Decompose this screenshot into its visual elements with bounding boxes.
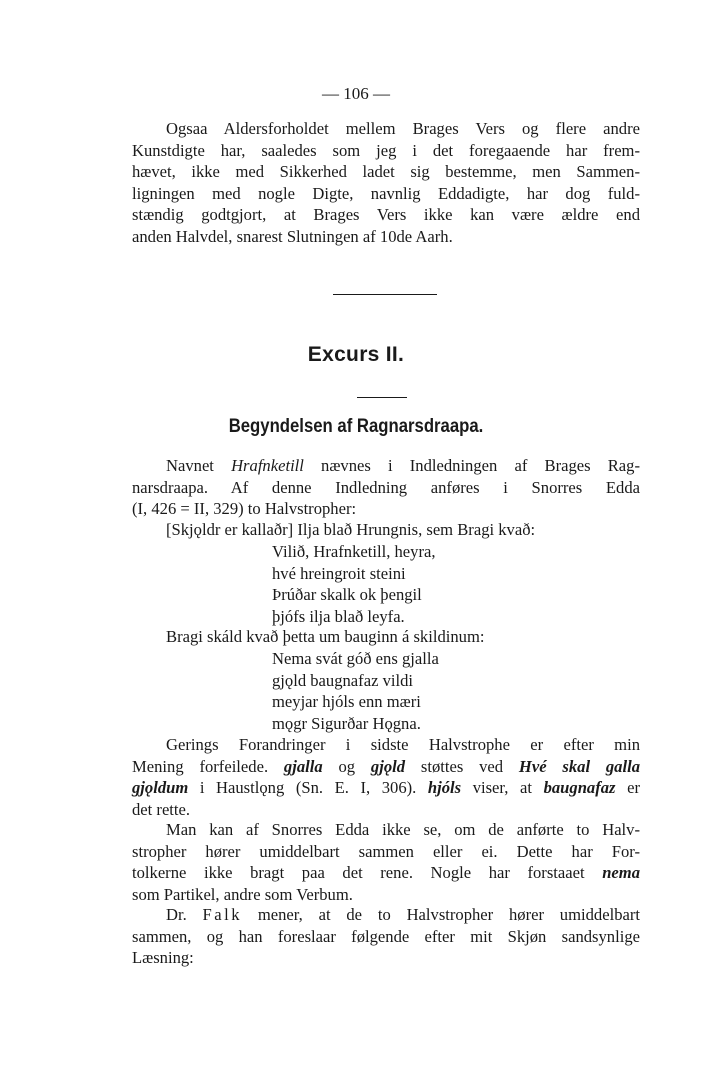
text-line: sammen, og han foreslaar følgende efter mit Skjøn sandsynlige: [132, 926, 640, 946]
verse-line: meyjar hjóls enn mæri: [272, 692, 421, 711]
text-run: og: [322, 756, 371, 776]
section-heading: Excurs II.: [307, 343, 405, 366]
text-line: hævet, ikke med Sikkerhed ladet sig bestemme, men Sammen-: [132, 162, 640, 181]
verse-line: þjófs ilja blað leyfa.: [272, 606, 405, 626]
text-run: i Haustlǫng (Sn. E. I, 306).: [188, 778, 428, 797]
text-run: Navnet: [166, 456, 232, 475]
text-line: [132, 777, 640, 799]
verse-2: [272, 648, 439, 734]
text-line: ligningen med nogle Digte, navnlig Eddadigte, har dog fuld-: [132, 183, 640, 203]
text-run: Dr.: [166, 905, 203, 924]
text-line: Kunstdigte har, saaledes som jeg i det foregaaende har frem-: [132, 140, 640, 160]
verse-1: [272, 541, 436, 627]
text-run: støttes ved: [405, 756, 519, 776]
page-number: — 106 —: [322, 84, 390, 103]
heading-divider-rule: [357, 397, 407, 398]
text-line: (I, 426 = II, 329) to Halvstropher:: [132, 499, 357, 518]
text-run: nævnes i Indledningen af Brages Rag-: [303, 456, 640, 475]
text-line: narsdraapa. Af denne Indledning anføres i Snorres Edda: [132, 477, 640, 497]
text-run: mener, at de to Halvstropher hører umiddelbart: [242, 905, 640, 924]
italic-term: hjóls: [427, 778, 462, 797]
paragraph-4: [132, 904, 640, 969]
text-line: som Partikel, andre som Verbum.: [132, 884, 353, 904]
text-line: stropher hører umiddelbart sammen eller ei. Dette har For-: [132, 841, 640, 861]
text-run: tolkerne ikke bragt paa det rene. Nogle har forstaaet: [132, 863, 603, 882]
verse-line: hvé hreingroit steini: [272, 563, 406, 583]
quote-1-intro: [166, 519, 640, 541]
section-divider-rule: [333, 294, 437, 295]
italic-term: gjǫldum: [132, 778, 189, 797]
italic-term: gjalla: [283, 756, 323, 776]
spaced-name: Falk: [202, 905, 243, 924]
text-line: Gerings Forandringer i sidste Halvstrophe er efter min: [166, 735, 640, 754]
intro-paragraph: [132, 118, 640, 247]
text-line: [132, 862, 640, 884]
text-line: Bragi skáld kvað þetta um bauginn á skildinum:: [166, 627, 485, 646]
text-run: er: [615, 778, 640, 797]
paragraph-1: [132, 455, 640, 520]
verse-line: Nema svát góð ens gjalla: [272, 649, 439, 668]
text-line: anden Halvdel, snarest Slutningen af 10de Aarh.: [132, 226, 453, 246]
text-line: [132, 756, 640, 778]
italic-term: Hvé skal galla: [518, 756, 640, 776]
verse-line: gjǫld baugnafaz vildi: [272, 670, 414, 690]
text-line: Man kan af Snorres Edda ikke se, om de anførte to Halv-: [166, 820, 640, 839]
text-line: det rette.: [132, 799, 191, 819]
quote-2-intro: [166, 626, 640, 648]
text-run: viser, at: [461, 778, 544, 797]
text-line: [Skjǫldr er kallaðr] Ilja blað Hrungnis, sem Bragi kvað:: [166, 520, 536, 539]
italic-term: nema: [602, 863, 640, 882]
text-line: [132, 455, 640, 477]
paragraph-3: [132, 819, 640, 905]
italic-term: gjǫld: [370, 756, 406, 776]
text-line: Ogsaa Aldersforholdet mellem Brages Vers og flere andre: [166, 119, 640, 138]
text-line: [132, 904, 640, 926]
text-run: Mening forfeilede.: [132, 756, 284, 776]
verse-line: Vilið, Hrafnketill, heyra,: [272, 542, 436, 561]
italic-term: baugnafaz: [543, 778, 616, 797]
text-line: Læsning:: [132, 948, 194, 967]
italic-term: Hrafnketill: [231, 456, 304, 475]
verse-line: Þrúðar skalk ok þengil: [272, 585, 422, 604]
verse-line: mǫgr Sigurðar Hǫgna.: [272, 713, 421, 733]
section-subheading: Begyndelsen af Ragnarsdraapa.: [228, 416, 484, 437]
paragraph-2: [132, 734, 640, 820]
text-line: stændig godtgjort, at Brages Vers ikke kan være ældre end: [132, 205, 640, 224]
